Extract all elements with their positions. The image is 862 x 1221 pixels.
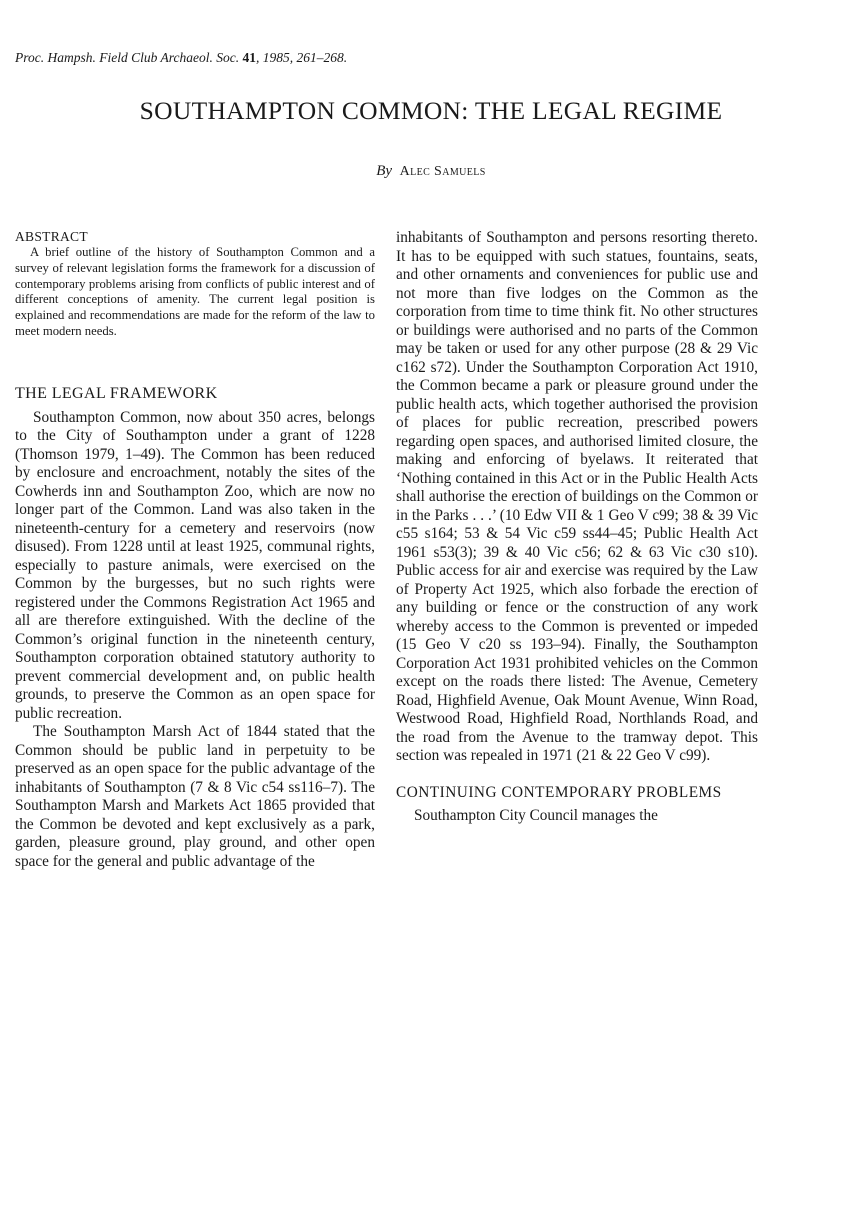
author-name: Alec Samuels (399, 164, 486, 179)
journal-citation (15, 50, 347, 66)
right-column (396, 229, 758, 826)
journal-volume: 41 (242, 50, 256, 65)
byline-by: By (376, 163, 393, 179)
section-heading-contemporary-problems: CONTINUING CONTEMPORARY PROBLEMS (396, 783, 722, 801)
paragraph-contemporary-problems-1: Southampton City Council manages the (414, 807, 658, 824)
byline (0, 163, 862, 180)
abstract-text: A brief outline of the history of Southampton Common and a survey of relevant legislation forms the framework for a discussion of contemporary problems arising from conflicts of public interest and of different conceptions of amenity. The current legal position is explained and recommendations are made for the reform of the law to meet modern needs. (15, 245, 375, 338)
journal-name: Proc. Hampsh. Field Club Archaeol. Soc. (15, 50, 240, 65)
left-column (15, 229, 375, 871)
paragraph-legal-framework-2-continued: inhabitants of Southampton and persons resorting thereto. It has to be equipped with such statues, fountains, seats, and other ornaments and conveniences for public use and not more than five lodges on the Common as the corporation from time to time think fit. No other structures or buildings were authorised and no parts of the Common may be taken or used for any other purpose (28 & 29 Vic c162 s72). Under the Southampton Corporation Act 1910, the Common became a park or pleasure ground under the public health acts, which together authorised the provision of places for public recreation, prescribed powers regarding open spaces, and authorised limited closure, the making and enforcing of byelaws. It reiterated that ‘Nothing contained in this Act or in the Public Health Acts shall authorise the erection of buildings on the Common or in the Parks . . .’ (10 Edw VII & 1 Geo V c99; 38 & 39 Vic c55 s164; 53 & 54 Vic c59 ss44–45; Public Health Act 1961 s53(3); 39 & 40 Vic c56; 62 & 63 Vic c30 s10). Public access for air and exercise was required by the Law of Property Act 1925, which also forbade the erection of any building or fence or the construction of any work whereby access to the Common is prevented or impeded (15 Geo V c20 ss 193–94). Finally, the Southampton Corporation Act 1931 prohibited vehicles on the Common except on the roads there listed: The Avenue, Cemetery Road, Highfield Avenue, Oak Mount Avenue, Winn Road, Westwood Road, Highfield Road, Northlands Road, and the road from the Avenue to the tramway depot. This section was repealed in 1971 (21 & 22 Geo V c99). (396, 229, 758, 764)
paragraph-legal-framework-1: Southampton Common, now about 350 acres, belongs to the City of Southampton under a grant of 1228 (Thomson 1979, 1–49). The Common has been reduced by enclosure and encroachment, notably the sites of the Cowherds inn and Southampton Zoo, which are now no longer part of the Common. Land was also taken in the nineteenth-century for a cemetery and reservoirs (now disused). From 1228 until at least 1925, communal rights, especially to pasture animals, were exercised on the Common by the burgesses, but no such rights were registered under the Commons Registration Act 1965 and all are therefore extinguished. With the decline of the Common’s original function in the nineteenth century, Southampton corporation obtained statutory authority to prevent commercial development and, on public health grounds, to preserve the Common as an open space for public recreation. (15, 408, 375, 722)
abstract-heading: ABSTRACT (15, 229, 88, 244)
journal-year-pages: , 1985, 261–268. (255, 50, 348, 65)
section-heading-legal-framework: THE LEGAL FRAMEWORK (15, 384, 218, 402)
paragraph-legal-framework-2: The Southampton Marsh Act of 1844 stated that the Common should be public land in perpetuity to be preserved as an open space for the public advantage of the inhabitants of Southampton (7 & 8 Vic c54 ss116–7). The Southampton Marsh and Markets Act 1865 provided that the Common be devoted and kept exclusively as a park, garden, pleasure ground, play ground, and other open space for the general and public advantage of the (15, 723, 375, 870)
article-title: SOUTHAMPTON COMMON: THE LEGAL REGIME (139, 96, 723, 125)
